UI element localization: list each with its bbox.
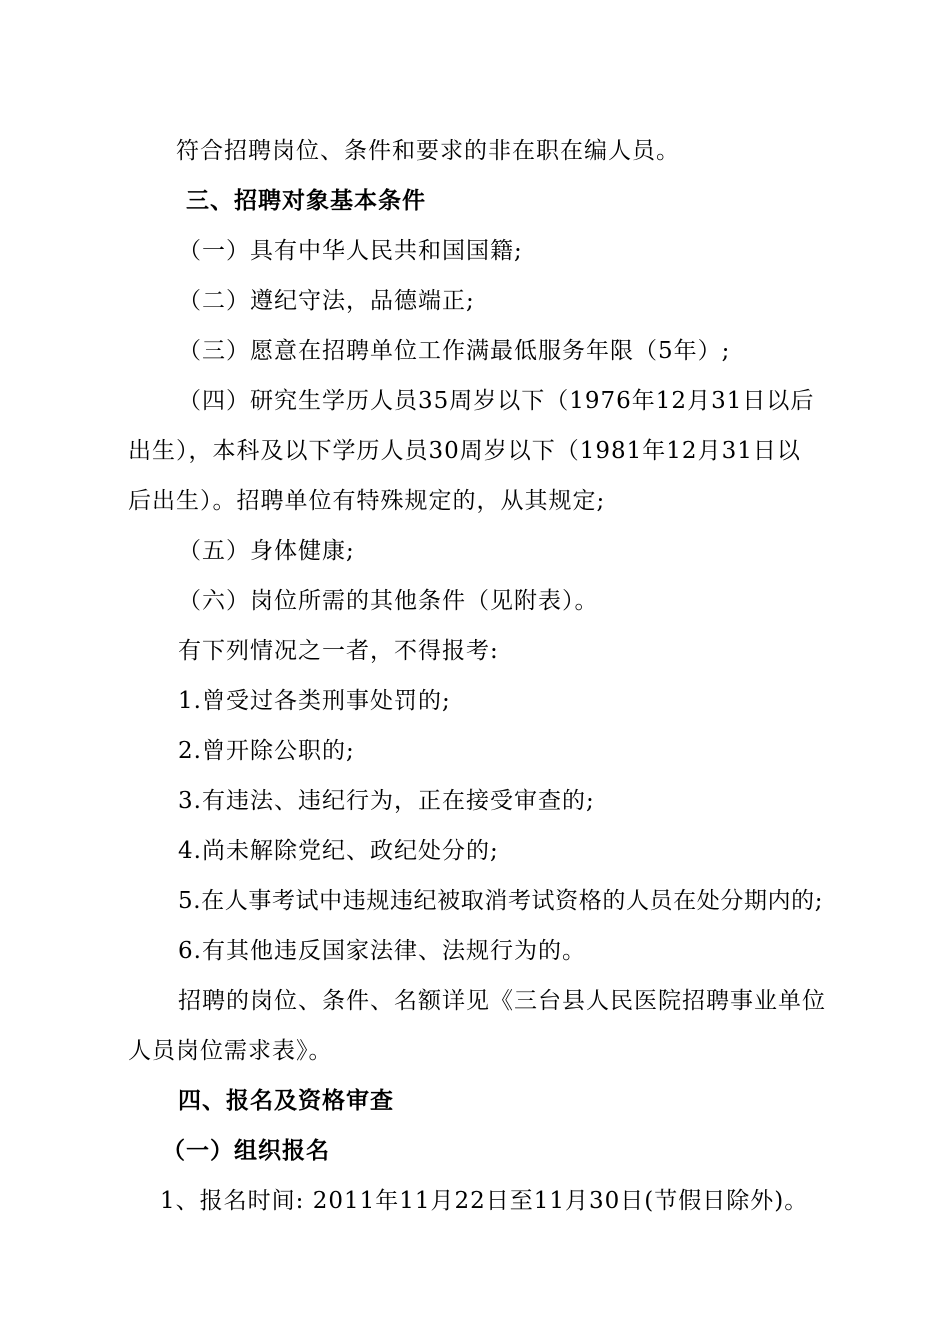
list-item: 1.曾受过各类刑事处罚的; xyxy=(178,688,451,714)
section-heading: 三、招聘对象基本条件 xyxy=(186,188,426,214)
list-item: （三）愿意在招聘单位工作满最低服务年限（5年）; xyxy=(178,338,731,364)
list-item: 4.尚未解除党纪、政纪处分的; xyxy=(178,838,499,864)
list-item: （六）岗位所需的其他条件（见附表）。 xyxy=(178,588,599,614)
list-item: 6.有其他违反国家法律、法规行为的。 xyxy=(178,938,586,964)
list-item: （二）遵纪守法，品德端正; xyxy=(178,288,475,314)
list-item: （五）身体健康; xyxy=(178,538,355,564)
paragraph-line: 1、报名时间: 2011年11月22日至11月30日(节假日除外)。 xyxy=(160,1188,809,1214)
list-item: 5.在人事考试中违规违纪被取消考试资格的人员在处分期内的; xyxy=(178,888,824,914)
paragraph-line: 人员岗位需求表》。 xyxy=(128,1038,333,1064)
paragraph-line: 招聘的岗位、条件、名额详见《三台县人民医院招聘事业单位 xyxy=(178,988,826,1014)
list-item: 2.曾开除公职的; xyxy=(178,738,355,764)
section-heading: 四、报名及资格审查 xyxy=(178,1088,394,1114)
list-item: （一）具有中华人民共和国国籍; xyxy=(178,238,523,264)
subsection-heading: （一）组织报名 xyxy=(162,1138,330,1164)
paragraph-line: 有下列情况之一者，不得报考: xyxy=(178,638,499,664)
list-item: 3.有违法、违纪行为，正在接受审查的; xyxy=(178,788,595,814)
paragraph-line: 符合招聘岗位、条件和要求的非在职在编人员。 xyxy=(176,138,680,164)
paragraph-line: 后出生）。招聘单位有特殊规定的，从其规定; xyxy=(128,488,606,514)
paragraph-line: 出生），本科及以下学历人员30周岁以下（1981年12月31日以 xyxy=(128,438,801,464)
list-item: （四）研究生学历人员35周岁以下（1976年12月31日以后 xyxy=(178,388,815,414)
